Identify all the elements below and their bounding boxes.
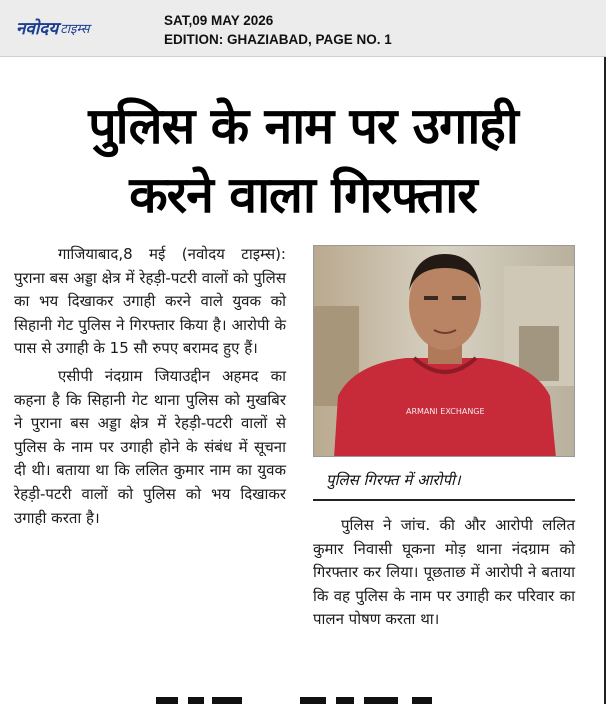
edition-date: SAT,09 MAY 2026 bbox=[164, 13, 274, 28]
shirt-print-text: ARMANI EXCHANGE bbox=[406, 407, 485, 416]
article-column-left bbox=[14, 243, 286, 534]
accused-photo-image bbox=[314, 246, 575, 457]
headline-line-1: पुलिस के नाम पर उगाही bbox=[88, 97, 518, 155]
photo-caption: पुलिस गिरफ्त में आरोपी। bbox=[326, 471, 461, 489]
paragraph-2: एसीपी नंदग्राम जियाउद्दीन अहमद का कहना है कि सिहानी गेट थाना पुलिस को मुखबिर ने पुराना बस अड्डा क्षेत्र में रेहड़ी-पटरी वालों से पुलिस के नाम पर उगाही होने के संबंध में सूचना दी थी। बताया था कि ललित कुमार नाम का युवक रेहड़ी-पटरी वालों को पुलिस को भय दिखाकर उगाही करता है। bbox=[14, 366, 286, 527]
headline-line-2: करने वाला गिरफ्तार bbox=[129, 166, 477, 224]
article-headline bbox=[0, 92, 606, 230]
edition-info bbox=[164, 11, 392, 49]
newspaper-logo[interactable] bbox=[16, 13, 136, 39]
logo-main: नवोदय bbox=[16, 19, 59, 39]
paragraph-3: पुलिस ने जांच. की और आरोपी ललित कुमार निवासी घूकना मोड़ थाना नंदग्राम को गिरफ्तार कर लिया। पूछताछ में आरोपी ने बताया कि वह पुलिस के नाम पर उगाही कर परिवार का पालन पोषण करता था। bbox=[313, 516, 575, 629]
article-column-right bbox=[313, 514, 575, 632]
paragraph-1: गाजियाबाद,8 मई (नवोदय टाइम्स): पुराना बस अड्डा क्षेत्र में रेहड़ी-पटरी वालों को पुलिस का भय दिखाकर उगाही करने वाले युवक को सिहानी गेट पुलिस ने गिरफ्तार किया है। आरोपी के पास से उगाही के 15 सौ रुपए बरामद हुए हैं। bbox=[14, 245, 286, 358]
edition-name: EDITION: GHAZIABAD, PAGE NO. 1 bbox=[164, 32, 392, 47]
accused-photo bbox=[313, 245, 575, 457]
next-headline-cut bbox=[150, 690, 470, 704]
caption-divider bbox=[313, 499, 575, 501]
masthead-bar bbox=[0, 0, 606, 57]
logo-sub: टाइम्स bbox=[60, 22, 90, 37]
